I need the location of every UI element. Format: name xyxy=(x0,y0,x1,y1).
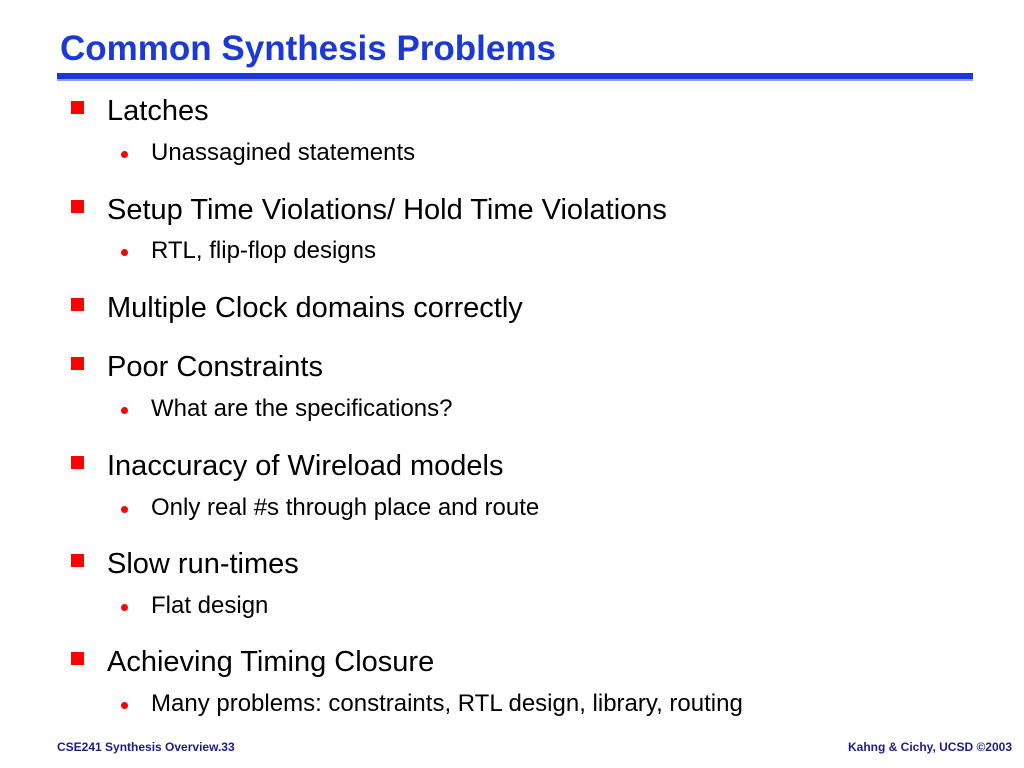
bullet-text: Poor Constraints xyxy=(107,351,323,383)
sub-bullet-text: Many problems: constraints, RTL design, library, routing xyxy=(151,690,743,717)
sub-bullet-item xyxy=(151,139,415,167)
round-bullet-icon xyxy=(121,702,128,709)
bullet-text: Slow run-times xyxy=(107,548,299,580)
bullet-item xyxy=(107,350,323,384)
square-bullet-icon xyxy=(71,298,84,311)
round-bullet-icon xyxy=(121,249,128,256)
slide-title: Common Synthesis Problems xyxy=(60,29,556,68)
sub-bullet-text: Unassagined statements xyxy=(151,139,416,166)
sub-bullet-text: What are the specifications? xyxy=(151,395,453,422)
footer-slide-number: CSE241 Synthesis Overview.33 xyxy=(57,740,235,754)
square-bullet-icon xyxy=(71,357,84,370)
bullet-item xyxy=(107,645,434,679)
square-bullet-icon xyxy=(71,456,84,469)
round-bullet-icon xyxy=(121,604,128,611)
sub-bullet-text: Only real #s through place and route xyxy=(151,494,540,521)
bullet-text: Multiple Clock domains correctly xyxy=(107,292,523,324)
square-bullet-icon xyxy=(71,200,84,213)
bullet-item xyxy=(107,291,523,325)
bullet-text: Setup Time Violations/ Hold Time Violations xyxy=(107,194,667,226)
sub-bullet-item xyxy=(151,395,453,423)
round-bullet-icon xyxy=(121,407,128,414)
bullet-text: Achieving Timing Closure xyxy=(107,646,435,678)
bullet-item xyxy=(107,547,299,581)
sub-bullet-item xyxy=(151,494,539,522)
round-bullet-icon xyxy=(121,151,128,158)
square-bullet-icon xyxy=(71,652,84,665)
square-bullet-icon xyxy=(71,101,84,114)
round-bullet-icon xyxy=(121,506,128,513)
sub-bullet-item xyxy=(151,592,268,620)
bullet-item xyxy=(107,193,667,227)
bullet-text: Latches xyxy=(107,95,209,127)
square-bullet-icon xyxy=(71,554,84,567)
bullet-item xyxy=(107,449,504,483)
sub-bullet-text: RTL, flip-flop designs xyxy=(151,237,376,264)
sub-bullet-text: Flat design xyxy=(151,592,269,619)
footer-copyright: Kahng & Cichy, UCSD ©2003 xyxy=(848,740,1012,754)
sub-bullet-item xyxy=(151,237,376,265)
bullet-text: Inaccuracy of Wireload models xyxy=(107,450,504,482)
bullet-item xyxy=(107,94,209,128)
sub-bullet-item xyxy=(151,690,743,718)
